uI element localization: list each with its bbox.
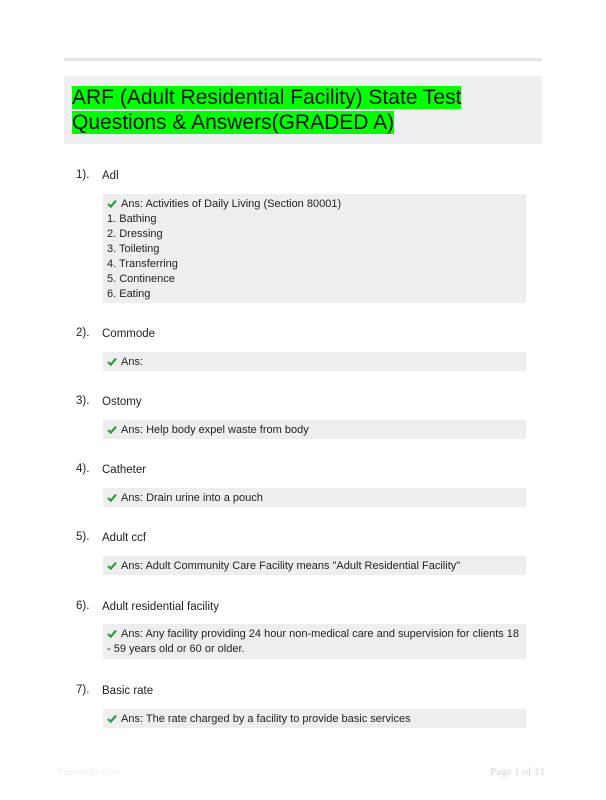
question-text: Ostomy — [102, 396, 142, 408]
question-number: 3). — [76, 395, 90, 407]
question-text: Catheter — [102, 464, 147, 476]
check-icon — [107, 199, 117, 208]
answer-list-item: 4. Transferring — [107, 258, 178, 270]
answer-text: Ans: Activities of Daily Living (Section 80001) — [121, 198, 342, 210]
answer-box — [103, 556, 526, 575]
answer-list-item: 3. Toileting — [107, 243, 160, 255]
answer-box — [103, 352, 526, 371]
answer-text: Ans: Drain urine into a pouch — [121, 492, 263, 504]
question-number: 4). — [76, 463, 90, 475]
answer-box — [103, 709, 526, 728]
answer-text: Ans: Adult Community Care Facility means "Adult Residential Facility" — [121, 560, 461, 572]
question-text: Adl — [102, 170, 119, 182]
check-icon — [107, 425, 117, 434]
top-rule — [64, 58, 542, 61]
answer-text: Ans: Any facility providing 24 hour non-medical care and supervision for clients 18 - 59 years old or 60 or older. — [107, 628, 520, 655]
answer-list-item: 5. Continence — [107, 273, 175, 285]
question-text: Basic rate — [102, 685, 154, 697]
title-box — [64, 76, 542, 144]
question-number: 1). — [76, 169, 90, 181]
answer-box — [103, 194, 526, 303]
check-icon — [107, 714, 117, 723]
footer-watermark: PaperNibs.com — [58, 767, 120, 777]
question-text: Adult residential facility — [102, 601, 219, 613]
answer-box — [103, 420, 526, 439]
check-icon — [107, 357, 117, 366]
page-number: Page 1 of 11 — [490, 766, 545, 778]
question-number: 6). — [76, 600, 90, 612]
check-icon — [107, 493, 117, 502]
answer-list-item: 1. Bathing — [107, 213, 157, 225]
answer-text: Ans: Help body expel waste from body — [121, 424, 309, 436]
answer-box — [103, 488, 526, 507]
check-icon — [107, 561, 117, 570]
document-title: ARF (Adult Residential Facility) State Test Questions & Answers(GRADED A) — [72, 86, 462, 134]
question-number: 5). — [76, 531, 90, 543]
question-number: 2). — [76, 327, 90, 339]
answer-box — [103, 624, 526, 659]
question-text: Adult ccf — [102, 532, 147, 544]
question-text: Commode — [102, 328, 156, 340]
check-icon — [107, 629, 117, 638]
answer-text: Ans: The rate charged by a facility to provide basic services — [121, 713, 411, 725]
answer-text: Ans: — [121, 356, 144, 368]
answer-list-item: 6. Eating — [107, 288, 151, 300]
question-number: 7). — [76, 684, 90, 696]
answer-list-item: 2. Dressing — [107, 228, 163, 240]
